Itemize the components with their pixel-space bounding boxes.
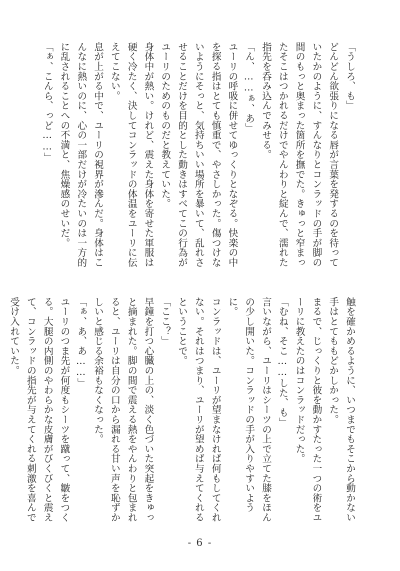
- paragraph: ユーリのつま先が何度もシーツを蹴って、皺をつくる。大腿の内側のやわらかな皮膚がびくびくと震えて、コンラッドの指先が与えてくれる刺激を喜んで受け入れていた。: [8, 297, 70, 523]
- paragraph: 息が上がる中で、ユーリの視界が滲んだ。身体はこんなに熱いのに、心の一部だけが冷たいのは一方的に乱されることへの不満と、焦燥感のせいだ。: [58, 42, 104, 268]
- paragraph: 「ん、……ぁ、あ」: [243, 42, 255, 133]
- paragraph: どんどん欲張りになる唇が言葉を発するのを待っていたかのように、すんなりとコンラッドの手が脚の間のもっと奥まった箇所を撫でた。きゅっと窄まったそこはつかれるだけでやんわりと綻んで、濡れた指先を呑み込んでみせる。: [260, 42, 339, 268]
- paragraph: 「ぁ、あ、あ……」: [75, 297, 87, 388]
- paragraph: 「うしろ、も」: [344, 42, 355, 111]
- paragraph: 言いながら、ユーリはシーツの上で立てた膝をほんの少し開いた。コンラッドの手が入りやすいように。: [226, 297, 272, 523]
- paragraph: 触を確かめるように、いつまでもそこから動かない手はとてももどかしかった。: [327, 297, 355, 523]
- paragraph: ユーリの呼吸に併せてゆっくりとなぞる。快楽の中を探る指はとても慎重で、やさしかった。傷つけないようにそっと、気持ちいい場所を暴いて、乱れさせることだけを目的とした動きはすべてこの行為がユーリのためのものだと教えていた。: [159, 42, 238, 268]
- paragraph: 「ぁ、こんら、っど……」: [41, 42, 53, 163]
- paragraph: コンラッドは、ユーリが望まなければ何もしてくれない。それはつまり、ユーリが望めば与えてくれるということで。: [176, 297, 221, 523]
- paragraph: 「ここ？」: [159, 297, 171, 346]
- upper-text-block: [37, 42, 357, 275]
- lower-text-block: [8, 297, 357, 527]
- page-number: - 6 -: [187, 538, 213, 549]
- paragraph: 「むね、そこ……した、も」: [276, 297, 288, 428]
- paragraph: 早鐘を打つ心臓の上の、淡く色づいた突起をきゅっと摘まれた。脚の間で震える熱をやんわりと包まれると、ユーリは自分の口から漏れる甘い声を恥ずかしいと感じる余裕もなくなった。: [92, 297, 154, 523]
- paragraph: 身体中が熱い。けれど、震えた身体を寄せた軍服は硬く冷たく、決してコンラッドの体温をユーリに伝えてこない。: [108, 42, 154, 268]
- paragraph: まるで、じっくりと彼を動かすたった一つの術をユーリに教えたのはコンラッドだった。: [293, 297, 322, 523]
